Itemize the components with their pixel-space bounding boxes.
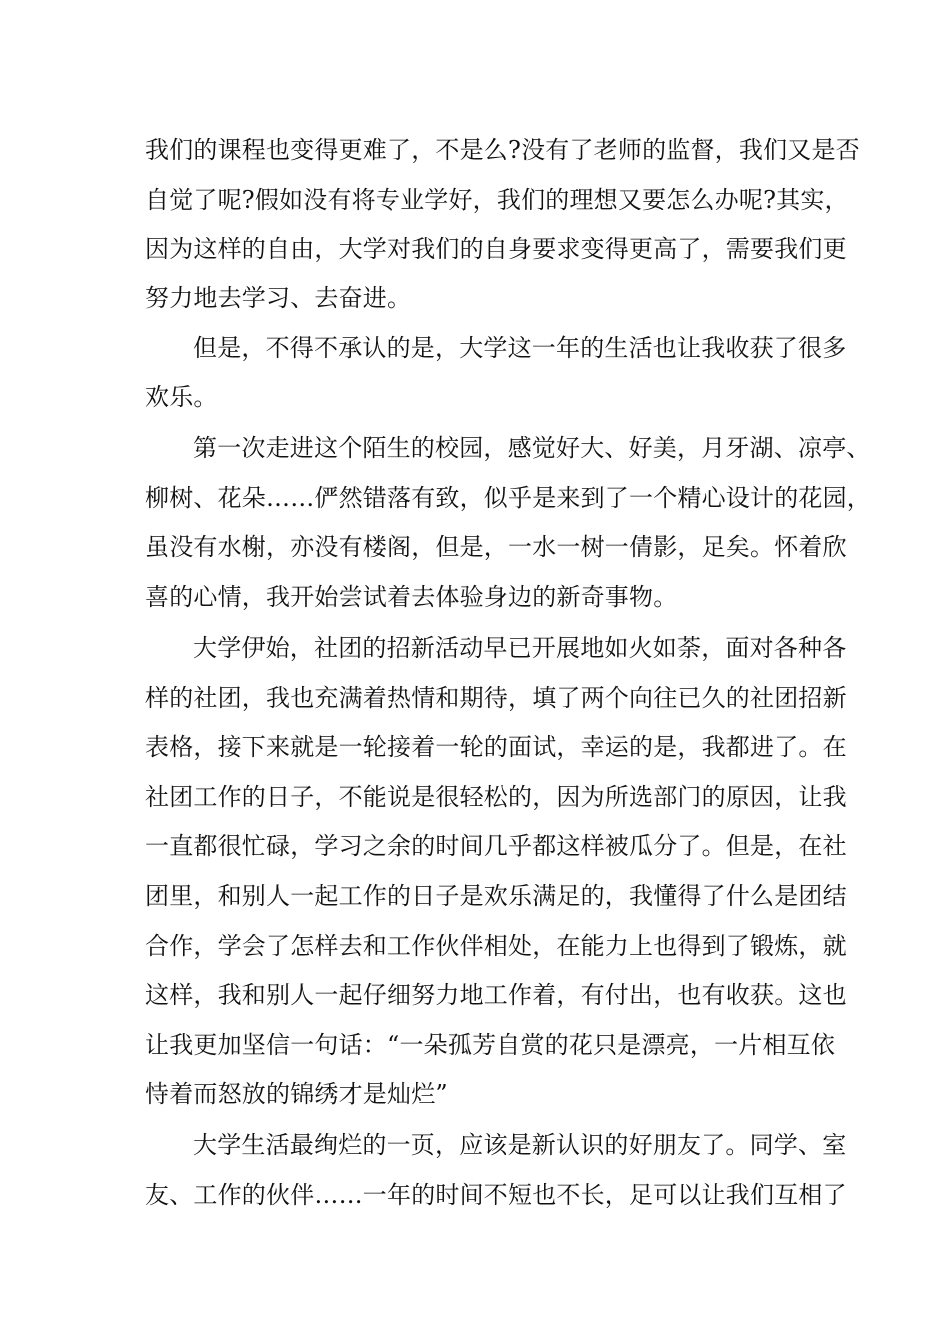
paragraph-4-line-4: 社团工作的日子，不能说是很轻松的，因为所选部门的原因，让我 [145,783,847,811]
paragraph-1-line-3: 因为这样的自由，大学对我们的自身要求变得更高了，需要我们更 [145,235,847,263]
paragraph-4-line-9: 让我更加坚信一句话：“一朵孤芳自赏的花只是漂亮，一片相互依 [145,1031,836,1059]
paragraph-4-line-3: 表格，接下来就是一轮接着一轮的面试，幸运的是，我都进了。在 [145,733,847,761]
paragraph-2-line-1: 但是，不得不承认的是，大学这一年的生活也让我收获了很多 [193,334,847,362]
paragraph-4-line-6: 团里，和别人一起工作的日子是欢乐满足的，我懂得了什么是团结 [145,882,847,910]
paragraph-3-line-1: 第一次走进这个陌生的校园，感觉好大、好美，月牙湖、凉亭、 [193,434,871,462]
paragraph-3-line-4: 喜的心情，我开始尝试着去体验身边的新奇事物。 [145,583,678,611]
paragraph-2-line-2: 欢乐。 [145,383,218,411]
paragraph-5-line-1: 大学生活最绚烂的一页，应该是新认识的好朋友了。同学、室 [193,1131,847,1159]
paragraph-1-line-2: 自觉了呢?假如没有将专业学好，我们的理想又要怎么办呢?其实， [145,186,849,214]
paragraph-4-line-1: 大学伊始，社团的招新活动早已开展地如火如荼，面对各种各 [193,634,847,662]
paragraph-1-line-1: 我们的课程也变得更难了，不是么?没有了老师的监督，我们又是否 [145,136,860,164]
paragraph-4-line-7: 合作，学会了怎样去和工作伙伴相处，在能力上也得到了锻炼，就 [145,932,847,960]
paragraph-4-line-8: 这样，我和别人一起仔细努力地工作着，有付出，也有收获。这也 [145,981,847,1009]
paragraph-4-line-5: 一直都很忙碌，学习之余的时间几乎都这样被瓜分了。但是，在社 [145,832,847,860]
paragraph-4-line-10: 恃着而怒放的锦绣才是灿烂” [145,1080,448,1108]
paragraph-3-line-3: 虽没有水榭，亦没有楼阁，但是，一水一树一倩影，足矣。怀着欣 [145,533,847,561]
paragraph-3-line-2: 柳树、花朵……俨然错落有致，似乎是来到了一个精心设计的花园， [145,484,871,512]
paragraph-1-line-4: 努力地去学习、去奋进。 [145,284,412,312]
paragraph-5-line-2: 友、工作的伙伴……一年的时间不短也不长，足可以让我们互相了 [145,1181,847,1209]
paragraph-4-line-2: 样的社团，我也充满着热情和期待，填了两个向往已久的社团招新 [145,684,847,712]
